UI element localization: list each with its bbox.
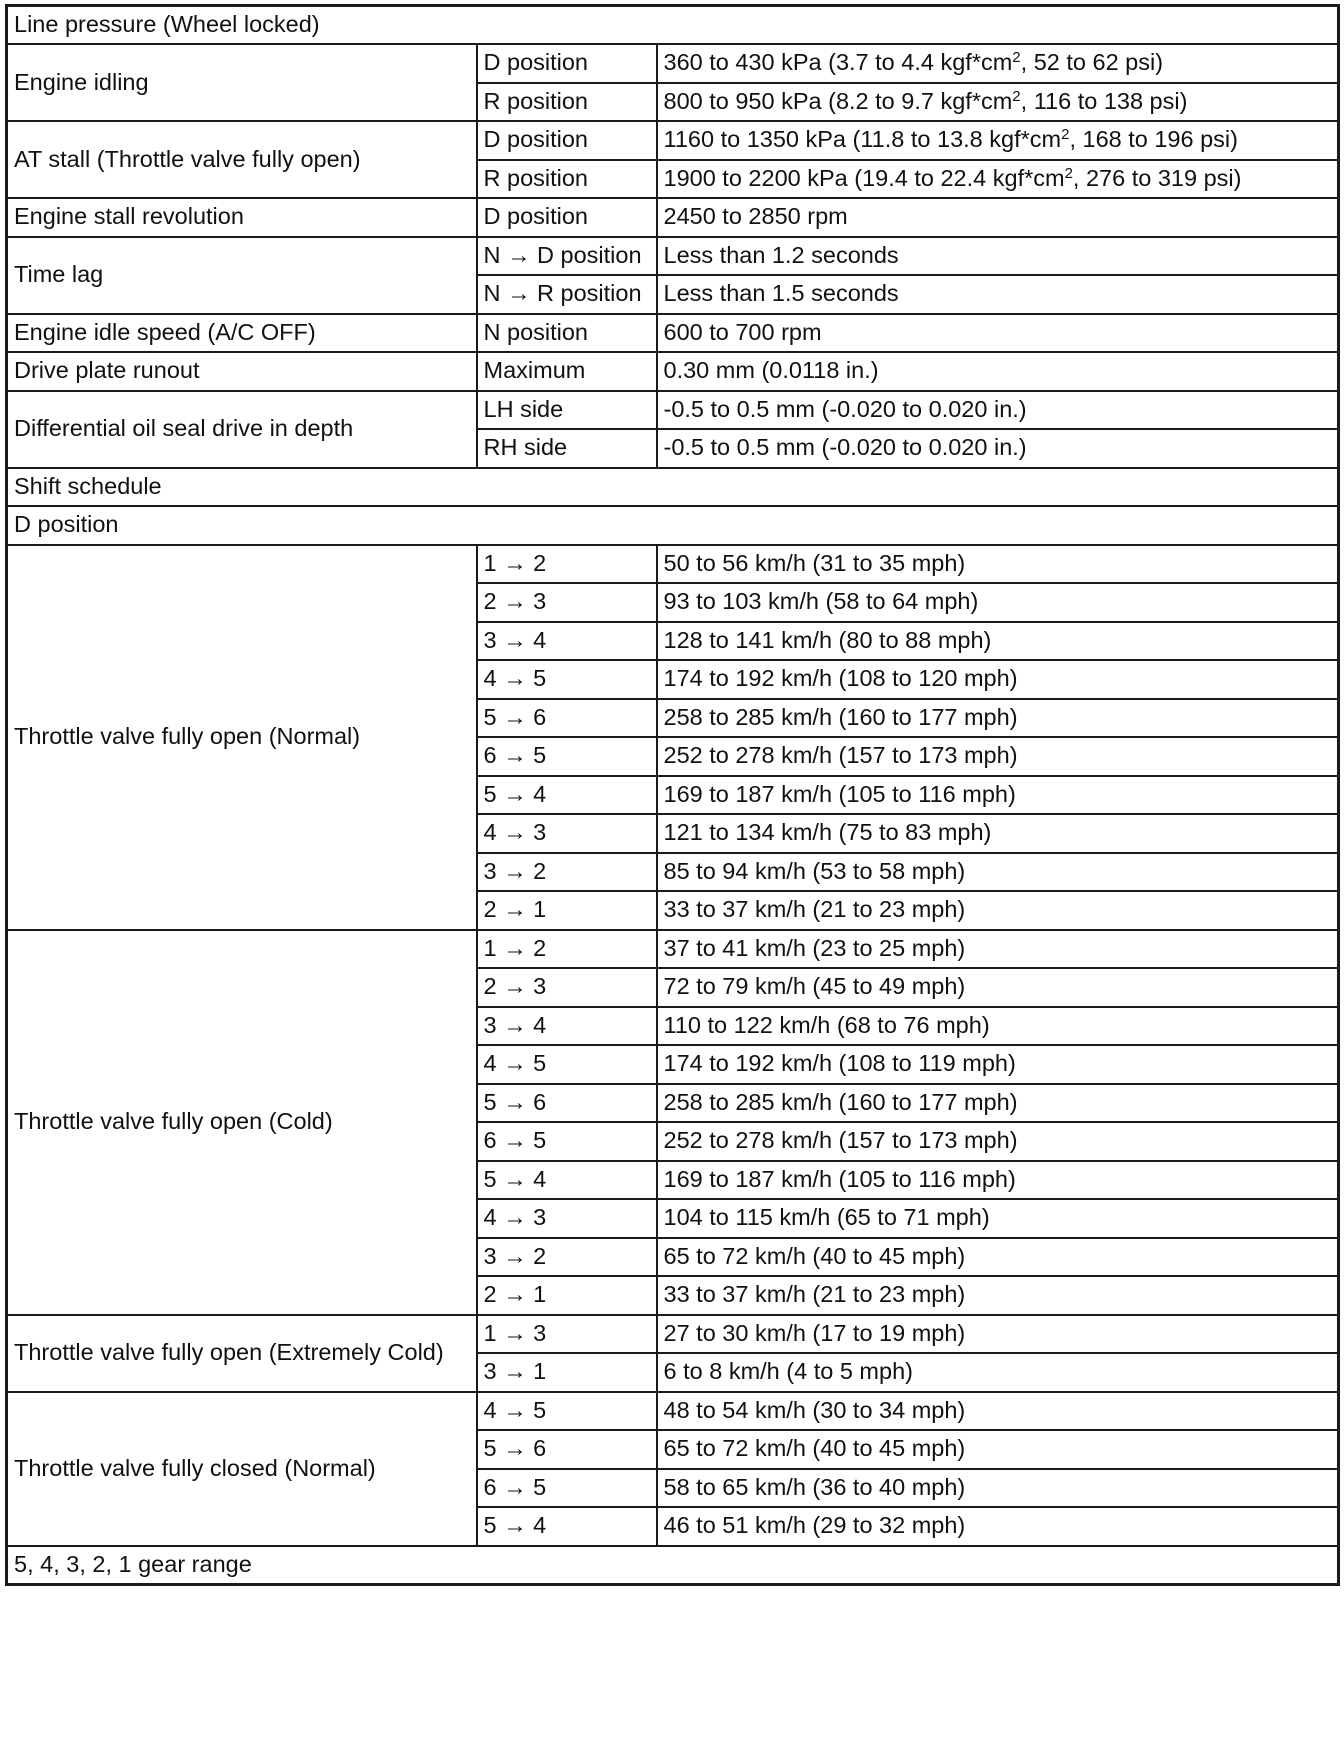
speed-cell: 110 to 122 km/h (68 to 76 mph) bbox=[657, 1007, 1339, 1046]
idle-speed-label: Engine idle speed (A/C OFF) bbox=[7, 314, 477, 353]
table-row bbox=[7, 352, 1339, 391]
speed-cell: 174 to 192 km/h (108 to 120 mph) bbox=[657, 660, 1339, 699]
table-row bbox=[7, 44, 1339, 83]
table-row bbox=[7, 545, 1339, 584]
shift-cell: 6 → 5 bbox=[477, 737, 657, 776]
section-d-position: D position bbox=[7, 506, 1339, 545]
shift-cell: 3 → 2 bbox=[477, 853, 657, 892]
section-row bbox=[7, 6, 1339, 45]
section-row bbox=[7, 506, 1339, 545]
shift-cell: 3 → 1 bbox=[477, 1353, 657, 1392]
section-row bbox=[7, 1546, 1339, 1585]
speed-cell: 93 to 103 km/h (58 to 64 mph) bbox=[657, 583, 1339, 622]
condition-cell: R position bbox=[477, 160, 657, 199]
section-line-pressure: Line pressure (Wheel locked) bbox=[7, 6, 1339, 45]
table-row bbox=[7, 198, 1339, 237]
speed-cell: 85 to 94 km/h (53 to 58 mph) bbox=[657, 853, 1339, 892]
speed-cell: 65 to 72 km/h (40 to 45 mph) bbox=[657, 1238, 1339, 1277]
table-row bbox=[7, 1315, 1339, 1354]
speed-cell: 50 to 56 km/h (31 to 35 mph) bbox=[657, 545, 1339, 584]
speed-cell: 46 to 51 km/h (29 to 32 mph) bbox=[657, 1507, 1339, 1546]
value-cell: 800 to 950 kPa (8.2 to 9.7 $kgf*cm^2$, 116 to 138 psi) bbox=[657, 83, 1339, 122]
table-row bbox=[7, 1392, 1339, 1431]
condition-cell: D position bbox=[477, 198, 657, 237]
condition-cell: N → R position bbox=[477, 275, 657, 314]
shift-cell: 1 → 2 bbox=[477, 545, 657, 584]
speed-cell: 258 to 285 km/h (160 to 177 mph) bbox=[657, 1084, 1339, 1123]
shift-cell: 4 → 3 bbox=[477, 814, 657, 853]
shift-group-label: Throttle valve fully open (Extremely Cold) bbox=[7, 1315, 477, 1392]
speed-cell: 128 to 141 km/h (80 to 88 mph) bbox=[657, 622, 1339, 661]
shift-cell: 2 → 3 bbox=[477, 968, 657, 1007]
shift-cell: 5 → 6 bbox=[477, 1084, 657, 1123]
engine-idling-label: Engine idling bbox=[7, 44, 477, 121]
shift-cell: 5 → 4 bbox=[477, 1161, 657, 1200]
speed-cell: 169 to 187 km/h (105 to 116 mph) bbox=[657, 776, 1339, 815]
speed-cell: 258 to 285 km/h (160 to 177 mph) bbox=[657, 699, 1339, 738]
value-cell: -0.5 to 0.5 mm (-0.020 to 0.020 in.) bbox=[657, 429, 1339, 468]
value-cell: 2450 to 2850 rpm bbox=[657, 198, 1339, 237]
shift-cell: 5 → 6 bbox=[477, 699, 657, 738]
condition-cell: N → D position bbox=[477, 237, 657, 276]
shift-cell: 4 → 5 bbox=[477, 1392, 657, 1431]
shift-cell: 6 → 5 bbox=[477, 1122, 657, 1161]
shift-cell: 2 → 3 bbox=[477, 583, 657, 622]
specification-table bbox=[5, 4, 1340, 1586]
speed-cell: 33 to 37 km/h (21 to 23 mph) bbox=[657, 1276, 1339, 1315]
speed-cell: 58 to 65 km/h (36 to 40 mph) bbox=[657, 1469, 1339, 1508]
table-row bbox=[7, 391, 1339, 430]
value-cell: 0.30 mm (0.0118 in.) bbox=[657, 352, 1339, 391]
speed-cell: 37 to 41 km/h (23 to 25 mph) bbox=[657, 930, 1339, 969]
shift-cell: 5 → 6 bbox=[477, 1430, 657, 1469]
shift-cell: 1 → 2 bbox=[477, 930, 657, 969]
value-cell: Less than 1.5 seconds bbox=[657, 275, 1339, 314]
shift-cell: 4 → 5 bbox=[477, 1045, 657, 1084]
speed-cell: 48 to 54 km/h (30 to 34 mph) bbox=[657, 1392, 1339, 1431]
shift-cell: 4 → 3 bbox=[477, 1199, 657, 1238]
shift-cell: 3 → 4 bbox=[477, 622, 657, 661]
speed-cell: 252 to 278 km/h (157 to 173 mph) bbox=[657, 1122, 1339, 1161]
value-cell: 1160 to 1350 kPa (11.8 to 13.8 $kgf*cm^2$, 168 to 196 psi) bbox=[657, 121, 1339, 160]
condition-cell: R position bbox=[477, 83, 657, 122]
speed-cell: 121 to 134 km/h (75 to 83 mph) bbox=[657, 814, 1339, 853]
condition-cell: Maximum bbox=[477, 352, 657, 391]
table-row bbox=[7, 930, 1339, 969]
condition-cell: RH side bbox=[477, 429, 657, 468]
speed-cell: 252 to 278 km/h (157 to 173 mph) bbox=[657, 737, 1339, 776]
runout-label: Drive plate runout bbox=[7, 352, 477, 391]
condition-cell: LH side bbox=[477, 391, 657, 430]
oil-seal-label: Differential oil seal drive in depth bbox=[7, 391, 477, 468]
speed-cell: 33 to 37 km/h (21 to 23 mph) bbox=[657, 891, 1339, 930]
shift-cell: 5 → 4 bbox=[477, 776, 657, 815]
speed-cell: 174 to 192 km/h (108 to 119 mph) bbox=[657, 1045, 1339, 1084]
speed-cell: 169 to 187 km/h (105 to 116 mph) bbox=[657, 1161, 1339, 1200]
shift-cell: 3 → 2 bbox=[477, 1238, 657, 1277]
section-shift-schedule: Shift schedule bbox=[7, 468, 1339, 507]
shift-cell: 5 → 4 bbox=[477, 1507, 657, 1546]
table-row bbox=[7, 314, 1339, 353]
shift-group-label: Throttle valve fully open (Cold) bbox=[7, 930, 477, 1315]
condition-cell: N position bbox=[477, 314, 657, 353]
value-cell: Less than 1.2 seconds bbox=[657, 237, 1339, 276]
condition-cell: D position bbox=[477, 44, 657, 83]
shift-cell: 4 → 5 bbox=[477, 660, 657, 699]
shift-cell: 6 → 5 bbox=[477, 1469, 657, 1508]
time-lag-label: Time lag bbox=[7, 237, 477, 314]
value-cell: 1900 to 2200 kPa (19.4 to 22.4 $kgf*cm^2$, 276 to 319 psi) bbox=[657, 160, 1339, 199]
shift-cell: 1 → 3 bbox=[477, 1315, 657, 1354]
shift-schedule-body bbox=[7, 545, 1339, 1546]
speed-cell: 6 to 8 km/h (4 to 5 mph) bbox=[657, 1353, 1339, 1392]
table-row bbox=[7, 121, 1339, 160]
table-row bbox=[7, 237, 1339, 276]
condition-cell: D position bbox=[477, 121, 657, 160]
stall-revolution-label: Engine stall revolution bbox=[7, 198, 477, 237]
shift-cell: 3 → 4 bbox=[477, 1007, 657, 1046]
section-row bbox=[7, 468, 1339, 507]
speed-cell: 65 to 72 km/h (40 to 45 mph) bbox=[657, 1430, 1339, 1469]
speed-cell: 104 to 115 km/h (65 to 71 mph) bbox=[657, 1199, 1339, 1238]
shift-group-label: Throttle valve fully open (Normal) bbox=[7, 545, 477, 930]
at-stall-label: AT stall (Throttle valve fully open) bbox=[7, 121, 477, 198]
section-gear-range: 5, 4, 3, 2, 1 gear range bbox=[7, 1546, 1339, 1585]
shift-cell: 2 → 1 bbox=[477, 891, 657, 930]
shift-group-label: Throttle valve fully closed (Normal) bbox=[7, 1392, 477, 1546]
value-cell: -0.5 to 0.5 mm (-0.020 to 0.020 in.) bbox=[657, 391, 1339, 430]
shift-cell: 2 → 1 bbox=[477, 1276, 657, 1315]
value-cell: 600 to 700 rpm bbox=[657, 314, 1339, 353]
speed-cell: 27 to 30 km/h (17 to 19 mph) bbox=[657, 1315, 1339, 1354]
speed-cell: 72 to 79 km/h (45 to 49 mph) bbox=[657, 968, 1339, 1007]
value-cell: 360 to 430 kPa (3.7 to 4.4 $kgf*cm^2$, 52 to 62 psi) bbox=[657, 44, 1339, 83]
